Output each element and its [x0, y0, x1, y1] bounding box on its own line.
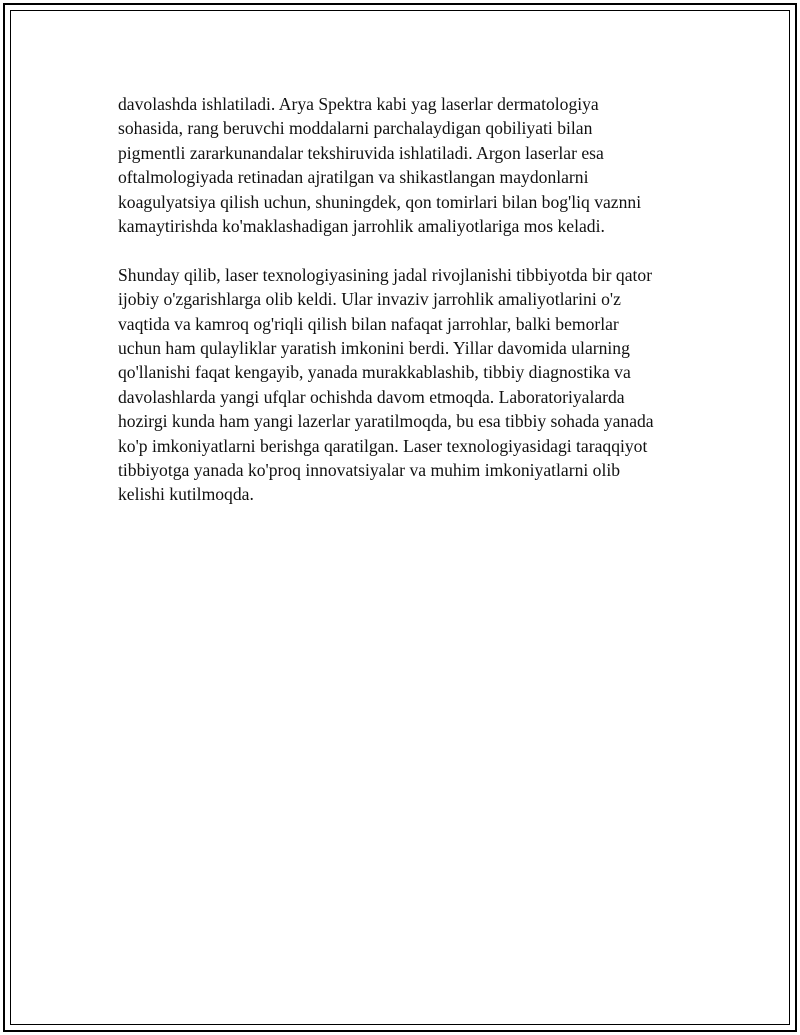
paragraph-line: sohasida, rang beruvchi moddalarni parchalaydigan qobiliyati bilan [118, 118, 593, 139]
paragraph-line: ko'p imkoniyatlarni berishga qaratilgan. Laser texnologiyasidagi taraqqiyot [118, 435, 648, 456]
paragraph-line: oftalmologiyada retinadan ajratilgan va shikastlangan maydonlarni [118, 167, 589, 188]
paragraph-line: kamaytirishda ko'maklashadigan jarrohlik amaliyotlariga mos keladi. [118, 216, 605, 237]
paragraph-line: Shunday qilib, laser texnologiyasining jadal rivojlanishi tibbiyotda bir qator [118, 264, 653, 285]
paragraph-line: davolashda ishlatiladi. Arya Spektra kabi yag laserlar dermatologiya [118, 94, 599, 114]
document-body [118, 92, 698, 531]
paragraph-line: vaqtida va kamroq og'riqli qilish bilan nafaqat jarrohlar, balki bemorlar [118, 313, 619, 334]
paragraph-line: davolashlarda yangi ufqlar ochishda davom etmoqda. Laboratoriyalarda [118, 386, 625, 407]
paragraph-line: tibbiyotga yanada ko'proq innovatsiyalar va muhim imkoniyatlarni olib [118, 460, 621, 481]
paragraph-2 [118, 263, 698, 507]
paragraph-line: pigmentli zararkunandalar tekshiruvida ishlatiladi. Argon laserlar esa [118, 142, 604, 163]
paragraph-line: koagulyatsiya qilish uchun, shuningdek, qon tomirlari bilan bog'liq vaznni [118, 191, 642, 212]
paragraph-line: qo'llanishi faqat kengayib, yanada murakkablashib, tibbiy diagnostika va [118, 362, 631, 383]
paragraph-line: ijobiy o'zgarishlarga olib keldi. Ular invaziv jarrohlik amaliyotlarini o'z [118, 289, 621, 310]
paragraph-1 [118, 92, 698, 238]
paragraph-line: hozirgi kunda ham yangi lazerlar yaratilmoqda, bu esa tibbiy sohada yanada [118, 411, 654, 432]
paragraph-line: kelishi kutilmoqda. [118, 484, 254, 505]
paragraph-line: uchun ham qulayliklar yaratish imkonini berdi. Yillar davomida ularning [118, 338, 630, 359]
